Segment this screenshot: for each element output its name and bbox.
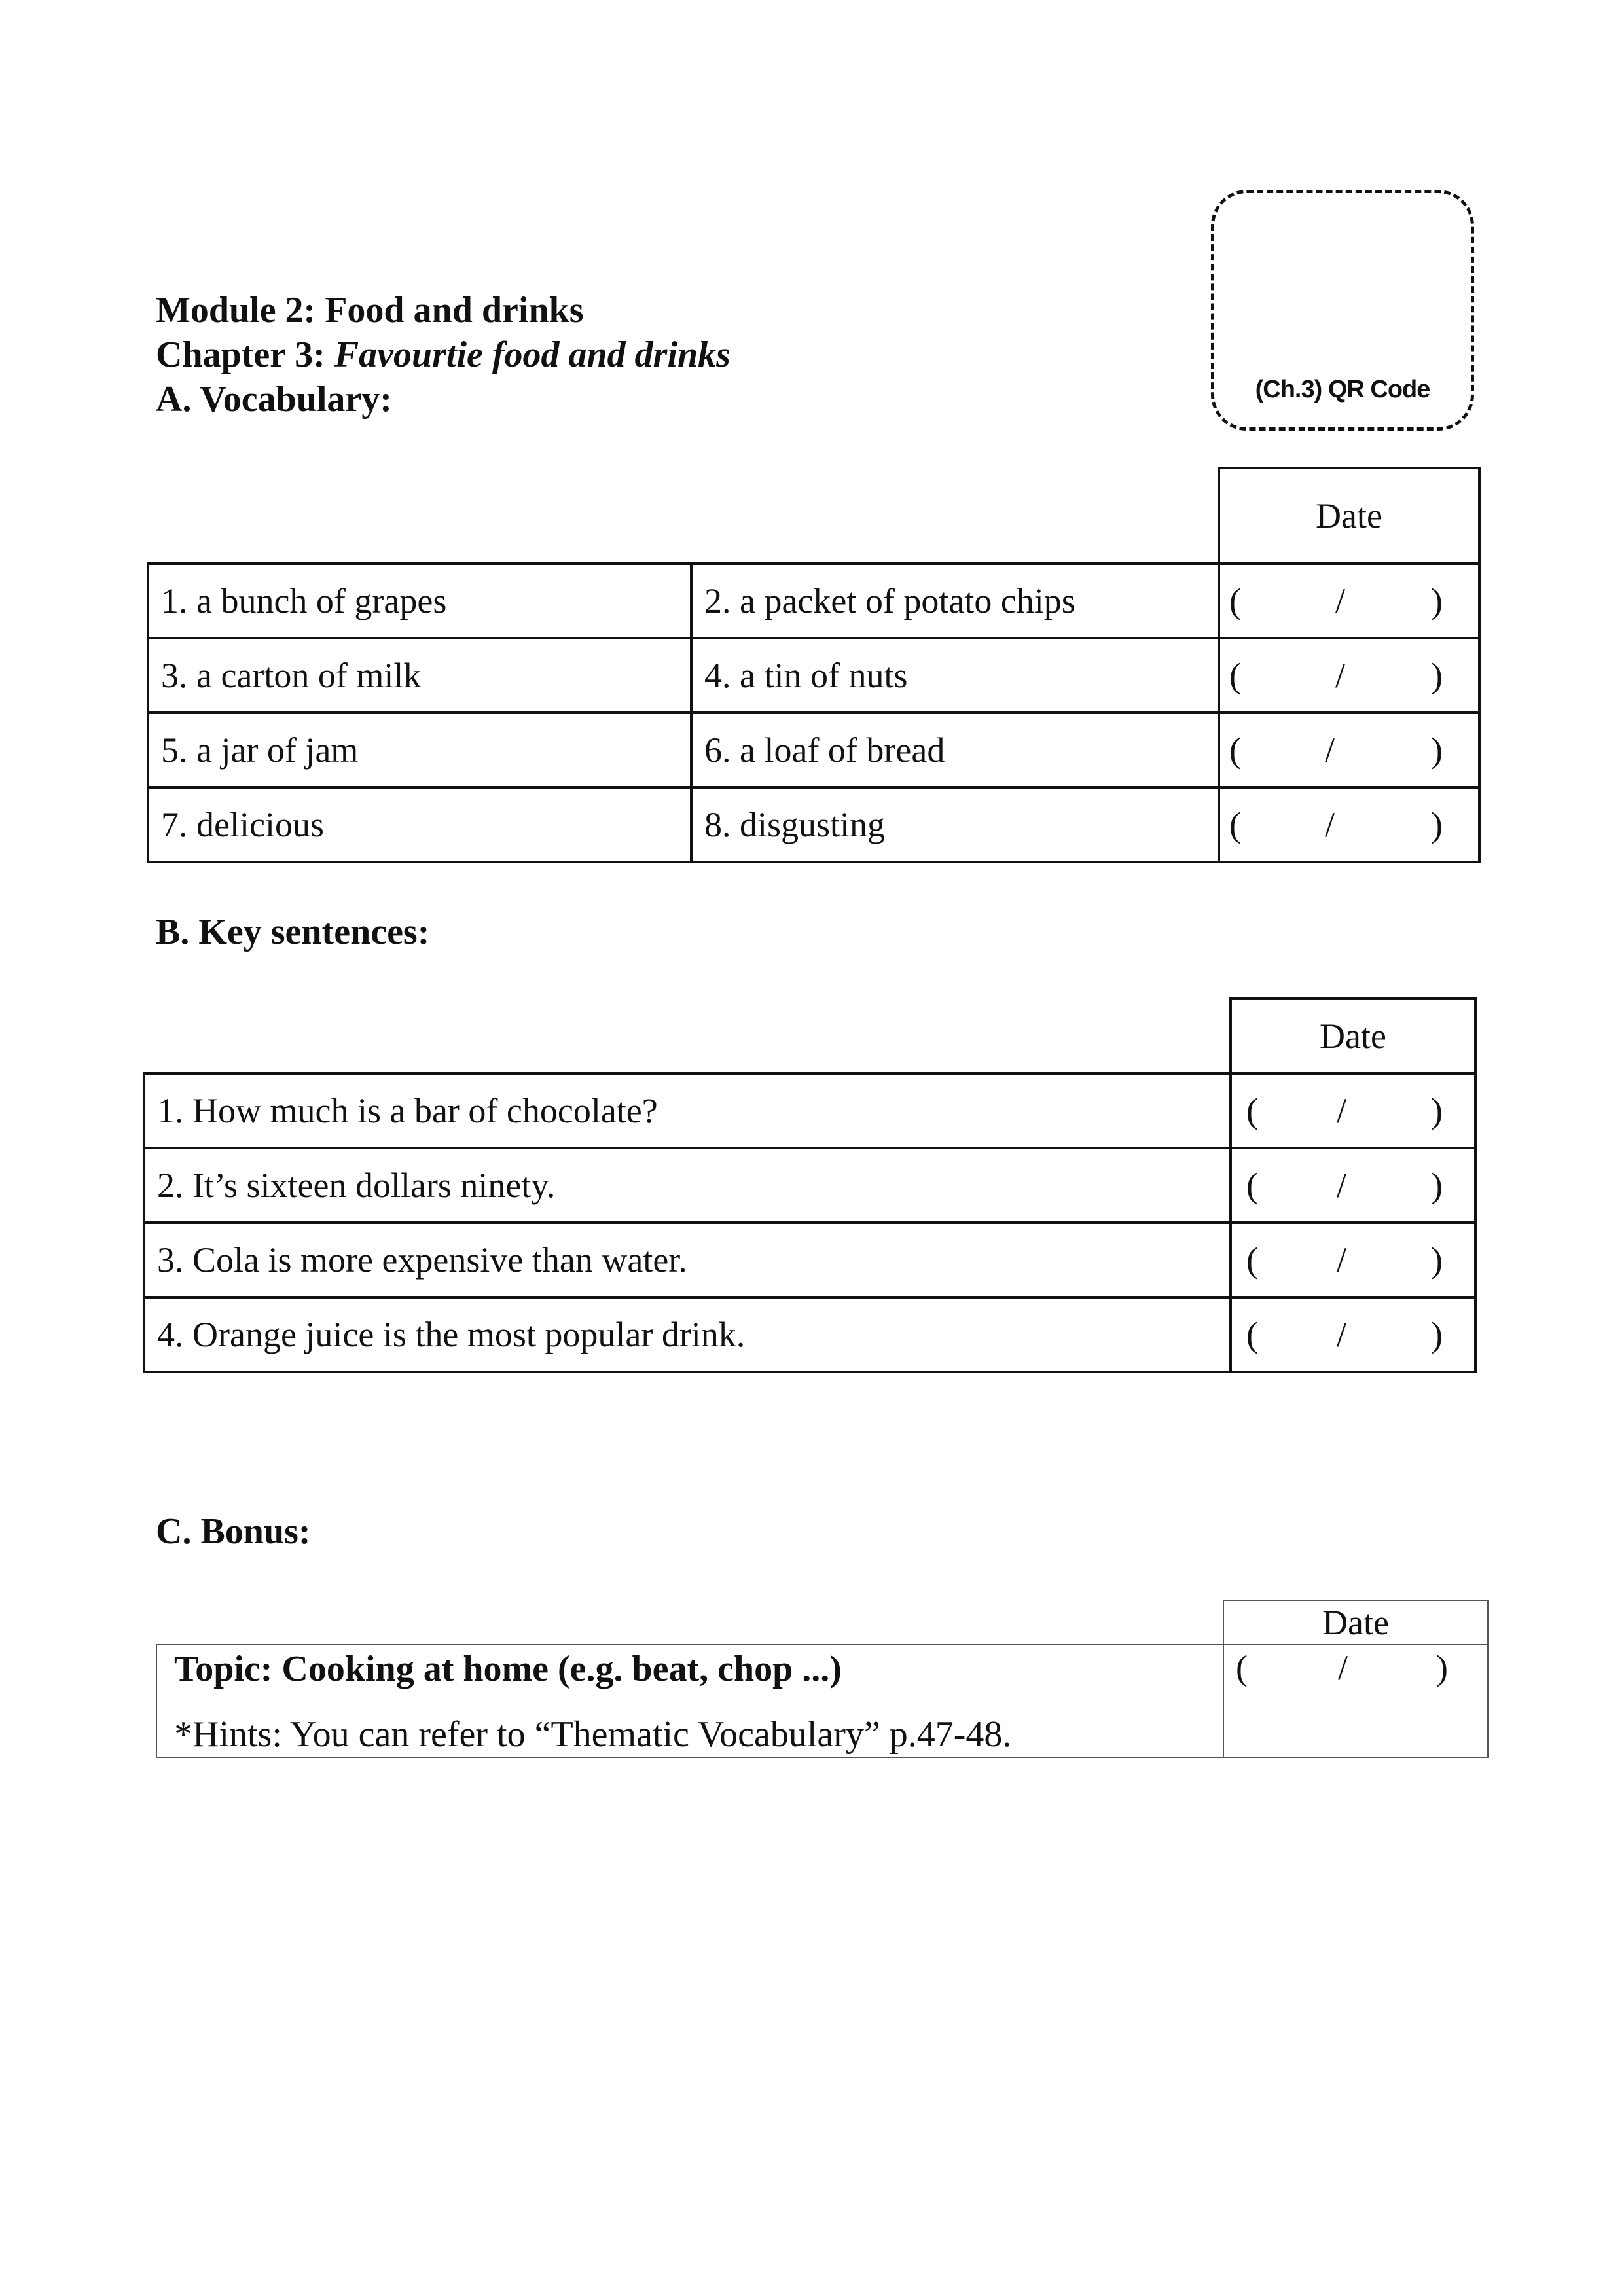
date-entry[interactable]: [1219, 787, 1479, 862]
key-sentence: 2. It’s sixteen dollars ninety.: [144, 1148, 1231, 1223]
table-row: [148, 564, 1479, 638]
date-close-paren: ): [1431, 1240, 1443, 1280]
key-sentence: 3. Cola is more expensive than water.: [144, 1223, 1231, 1297]
module-title: Module 2: Food and drinks: [156, 290, 584, 331]
date-open-paren: (: [1246, 1166, 1258, 1205]
table-row: [144, 1073, 1475, 1148]
table-row: [144, 1223, 1475, 1297]
date-open-paren: (: [1229, 656, 1241, 695]
date-slash: /: [1337, 1315, 1347, 1354]
key-sentences-table: [143, 997, 1477, 1373]
table-row: [148, 713, 1479, 787]
qr-code-placeholder: [1211, 190, 1474, 431]
date-close-paren: ): [1431, 656, 1443, 695]
date-entry[interactable]: [1219, 564, 1479, 638]
vocab-item: 3. a carton of milk: [148, 638, 691, 713]
section-a-heading: A. Vocabulary:: [156, 379, 392, 420]
date-entry[interactable]: [1231, 1073, 1475, 1148]
date-slash: /: [1325, 805, 1335, 844]
chapter-prefix: Chapter 3:: [156, 334, 325, 375]
bonus-topic-cell: [156, 1645, 1223, 1757]
vocab-date-header: Date: [1219, 468, 1479, 564]
date-slash: /: [1325, 730, 1335, 770]
section-c-heading: C. Bonus:: [156, 1511, 311, 1552]
date-open-paren: (: [1229, 730, 1241, 770]
vocab-item: 4. a tin of nuts: [691, 638, 1219, 713]
date-open-paren: (: [1229, 581, 1241, 620]
date-close-paren: ): [1431, 1166, 1443, 1205]
table-row: [148, 638, 1479, 713]
date-open-paren: (: [1229, 805, 1241, 844]
key-sentence: 1. How much is a bar of chocolate?: [144, 1073, 1231, 1148]
vocab-item: 1. a bunch of grapes: [148, 564, 691, 638]
sentences-date-header: Date: [1231, 999, 1475, 1073]
date-open-paren: (: [1246, 1091, 1258, 1130]
date-slash: /: [1335, 581, 1346, 620]
date-slash: /: [1337, 1240, 1347, 1280]
chapter-title: [156, 332, 731, 377]
date-close-paren: ): [1436, 1648, 1448, 1687]
vocab-item: 2. a packet of potato chips: [691, 564, 1219, 638]
chapter-name: Favourtie food and drinks: [334, 334, 731, 375]
date-entry[interactable]: [1231, 1297, 1475, 1372]
vocab-item: 7. delicious: [148, 787, 691, 862]
date-close-paren: ): [1431, 1315, 1443, 1354]
date-entry[interactable]: [1231, 1148, 1475, 1223]
date-open-paren: (: [1246, 1240, 1258, 1280]
bonus-topic: Topic: Cooking at home (e.g. beat, chop ...): [174, 1649, 842, 1689]
table-row: [144, 1148, 1475, 1223]
date-close-paren: ): [1431, 805, 1443, 844]
section-b-heading: B. Key sentences:: [156, 912, 430, 952]
table-row: [144, 1297, 1475, 1372]
bonus-table: [156, 1600, 1489, 1758]
vocab-item: 6. a loaf of bread: [691, 713, 1219, 787]
bonus-hint: *Hints: You can refer to “Thematic Vocabulary” p.47-48.: [174, 1714, 1012, 1755]
date-entry[interactable]: [1219, 713, 1479, 787]
date-close-paren: ): [1431, 1091, 1443, 1130]
vocab-item: 5. a jar of jam: [148, 713, 691, 787]
date-slash: /: [1335, 656, 1346, 695]
key-sentence: 4. Orange juice is the most popular drink.: [144, 1297, 1231, 1372]
date-entry[interactable]: [1219, 638, 1479, 713]
date-entry[interactable]: [1223, 1645, 1488, 1757]
date-slash: /: [1338, 1648, 1348, 1687]
table-row: [148, 787, 1479, 862]
date-slash: /: [1337, 1091, 1347, 1130]
date-close-paren: ): [1431, 581, 1443, 620]
date-slash: /: [1337, 1166, 1347, 1205]
date-open-paren: (: [1236, 1648, 1248, 1687]
vocabulary-table: [147, 467, 1481, 863]
date-close-paren: ): [1431, 730, 1443, 770]
vocab-item: 8. disgusting: [691, 787, 1219, 862]
bonus-date-header: Date: [1223, 1600, 1488, 1645]
date-open-paren: (: [1246, 1315, 1258, 1354]
date-entry[interactable]: [1231, 1223, 1475, 1297]
qr-code-label: (Ch.3) QR Code: [1255, 376, 1430, 403]
